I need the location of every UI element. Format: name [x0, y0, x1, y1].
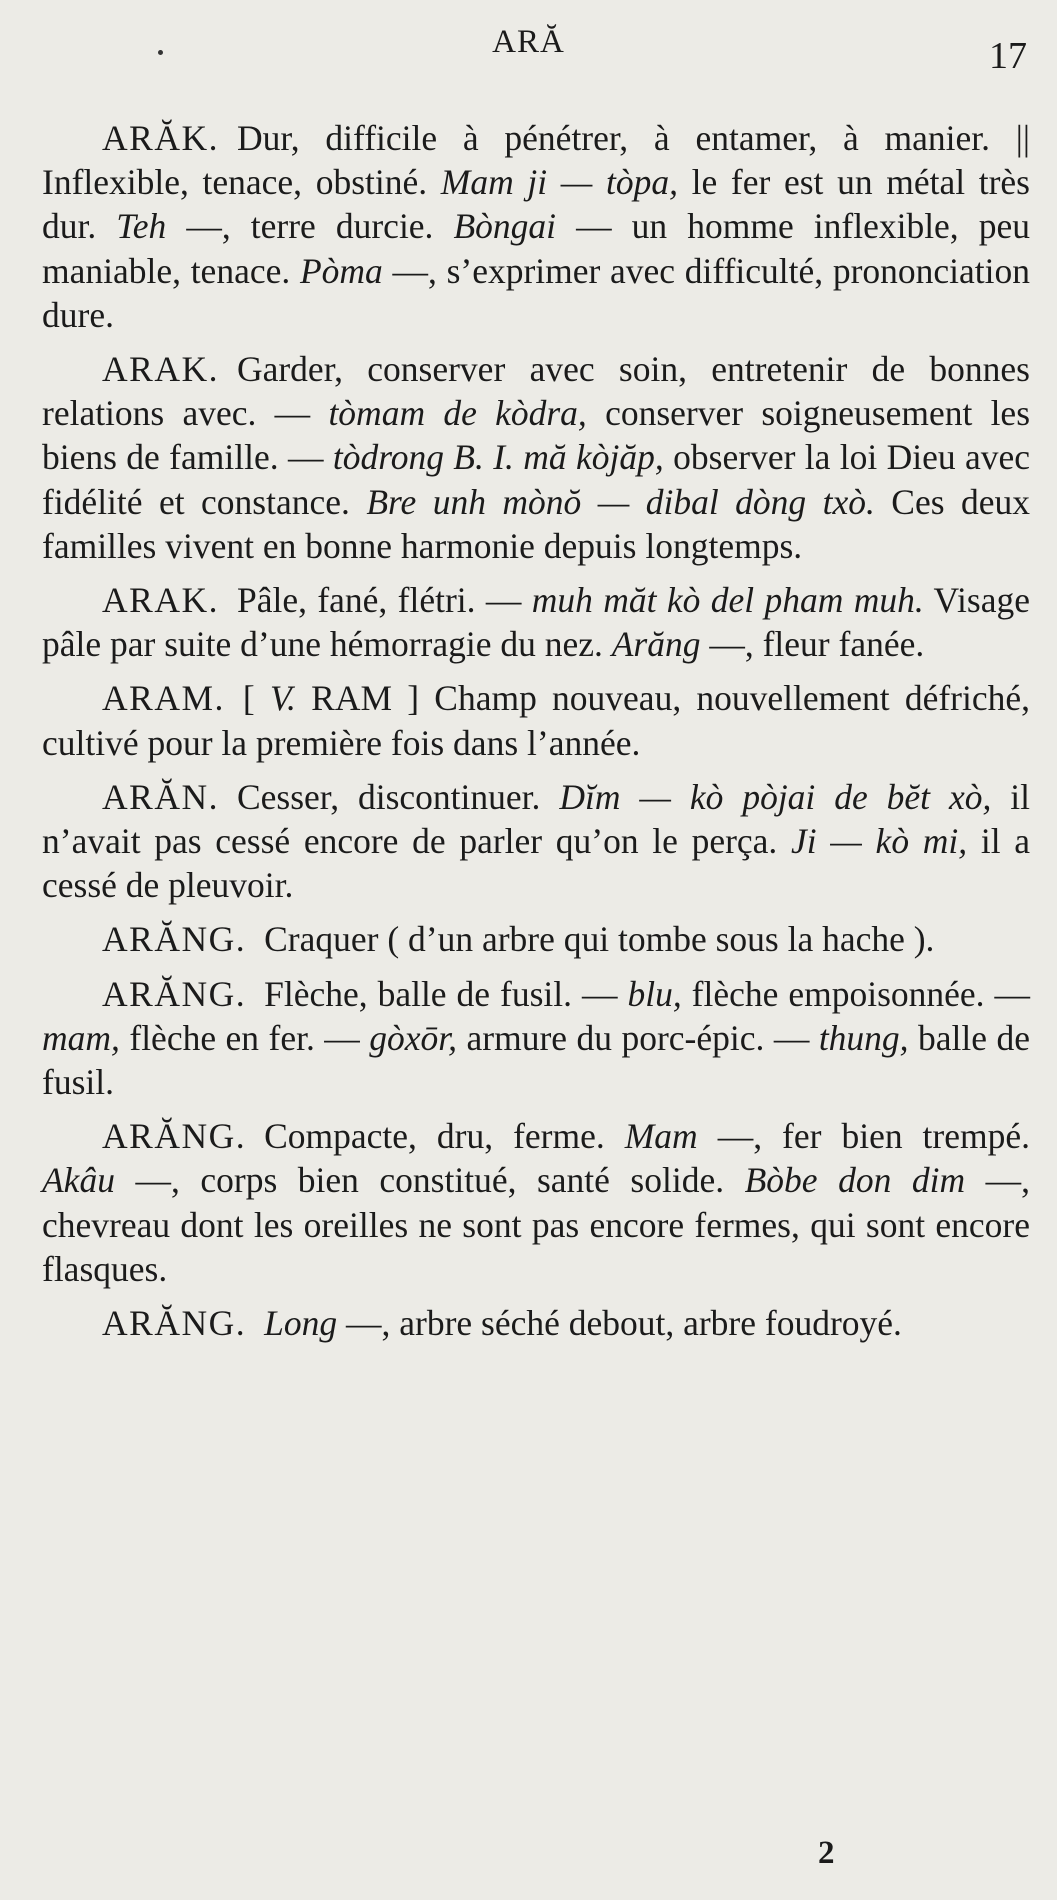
dictionary-entry [42, 917, 1030, 961]
dictionary-entries [42, 116, 1030, 1355]
definition-text: —, terre durcie. [166, 206, 454, 247]
definition-text: Flèche, balle de fusil. — [264, 973, 628, 1014]
headword: ARĂNG. [102, 1116, 247, 1157]
headword: ARĂK. [102, 118, 219, 158]
running-head: ARĂ [492, 24, 565, 60]
page-number: 17 [989, 35, 1027, 77]
definition-text: flèche en fer. — [119, 1017, 370, 1058]
example-italic: muh măt kò del pham muh. [531, 580, 924, 621]
example-italic: Ji — kò mi, [791, 821, 968, 862]
example-italic: V. [269, 678, 296, 719]
definition-text: RAM ] Champ nouveau, nouvellement défriché, cultivé pour la première fois dans l’année. [42, 678, 1030, 763]
headword: ARĂN. [102, 776, 219, 817]
example-italic: Bre unh mònŏ — dibal dòng txò. [366, 481, 875, 522]
example-italic: Mam [624, 1116, 698, 1157]
definition-text: Ces deux familles vivent en bonne harmonie depuis longtemps. [42, 481, 1030, 566]
example-italic: tòdrong B. I. mă kòjăp, [332, 437, 664, 478]
dictionary-entry [42, 676, 1030, 764]
definition-text: —, arbre séché debout, arbre foudroyé. [337, 1303, 902, 1344]
definition-text: le fer est un métal très dur. [42, 162, 1030, 247]
definition-text: — un homme inflexible, peu maniable, tenace. [42, 206, 1030, 291]
example-italic: Teh [116, 206, 167, 247]
definition-text: Visage pâle par suite d’une hémorragie du nez. [42, 580, 1030, 665]
example-italic: Arăng [611, 624, 701, 665]
dictionary-entry [42, 1301, 1030, 1345]
headword: ARAM. [102, 678, 225, 719]
definition-text: balle de fusil. [42, 1017, 1030, 1103]
definition-text: —, fleur fanée. [700, 624, 925, 665]
example-italic: mam, [42, 1017, 120, 1058]
headword: ARAK. [102, 349, 219, 390]
dictionary-entry [42, 972, 1030, 1105]
definition-text: Compacte, dru, ferme. [264, 1116, 625, 1157]
example-italic: Akâu [42, 1160, 115, 1201]
definition-text: flèche empoisonnée. — [681, 973, 1030, 1014]
example-italic: Pòma [299, 250, 383, 291]
example-italic: Dĭm — kò pòjai de bĕt xò, [559, 776, 992, 817]
dictionary-entry [42, 347, 1030, 568]
definition-text: il n’avait pas cessé encore de parler qu’on le perça. [42, 776, 1030, 862]
definition-text [592, 162, 606, 202]
definition-text: [ [242, 678, 270, 719]
definition-text: —, chevreau dont les oreilles ne sont pas encore fermes, qui sont encore flasques. [42, 1160, 1031, 1289]
example-italic: thung, [818, 1017, 909, 1058]
definition-text: Garder, conserver avec soin, entretenir de bonnes relations avec. — [42, 349, 1030, 434]
example-italic: Mam ji — [440, 162, 593, 203]
example-italic: tòmam de kòdra, [328, 393, 587, 434]
example-italic: blu, [627, 973, 682, 1014]
definition-text: Craquer ( d’un arbre qui tombe sous la hache ). [264, 919, 935, 960]
definition-text: observer la loi Dieu avec fidélité et constance. [42, 437, 1030, 522]
dictionary-entry [42, 775, 1030, 908]
definition-text: Pâle, fané, flétri. — [236, 580, 532, 621]
definition-text: Cesser, discontinuer. [236, 776, 560, 817]
headword: ARAK. [102, 580, 219, 621]
headword: ARĂNG. [102, 919, 247, 960]
example-italic: Bòbe don dim [744, 1160, 966, 1201]
definition-text: conserver soigneusement les biens de famille. — [42, 393, 1031, 478]
example-italic: gòxōr, [369, 1017, 458, 1058]
definition-text: —, s’exprimer avec difficulté, prononciation dure. [42, 250, 1031, 335]
dictionary-entry [42, 578, 1030, 666]
example-italic: tòpa, [606, 162, 678, 203]
definition-text: Dur, difficile à pénétrer, à entamer, à manier. || Inflexible, tenace, obstiné. [42, 118, 1030, 203]
signature-mark: 2 [818, 1835, 835, 1871]
example-italic: Long [264, 1303, 338, 1344]
dictionary-entry [42, 1114, 1030, 1291]
definition-text: —, corps bien constitué, santé solide. [114, 1160, 745, 1201]
headword: ARĂNG. [102, 973, 247, 1014]
example-italic: Bòngai [453, 206, 557, 247]
dictionary-entry [42, 116, 1030, 337]
definition-text: —, fer bien trempé. [697, 1116, 1030, 1157]
headword: ARĂNG. [102, 1303, 247, 1344]
definition-text: il a cessé de pleuvoir. [42, 821, 1030, 906]
definition-text: armure du porc-épic. — [457, 1017, 819, 1058]
